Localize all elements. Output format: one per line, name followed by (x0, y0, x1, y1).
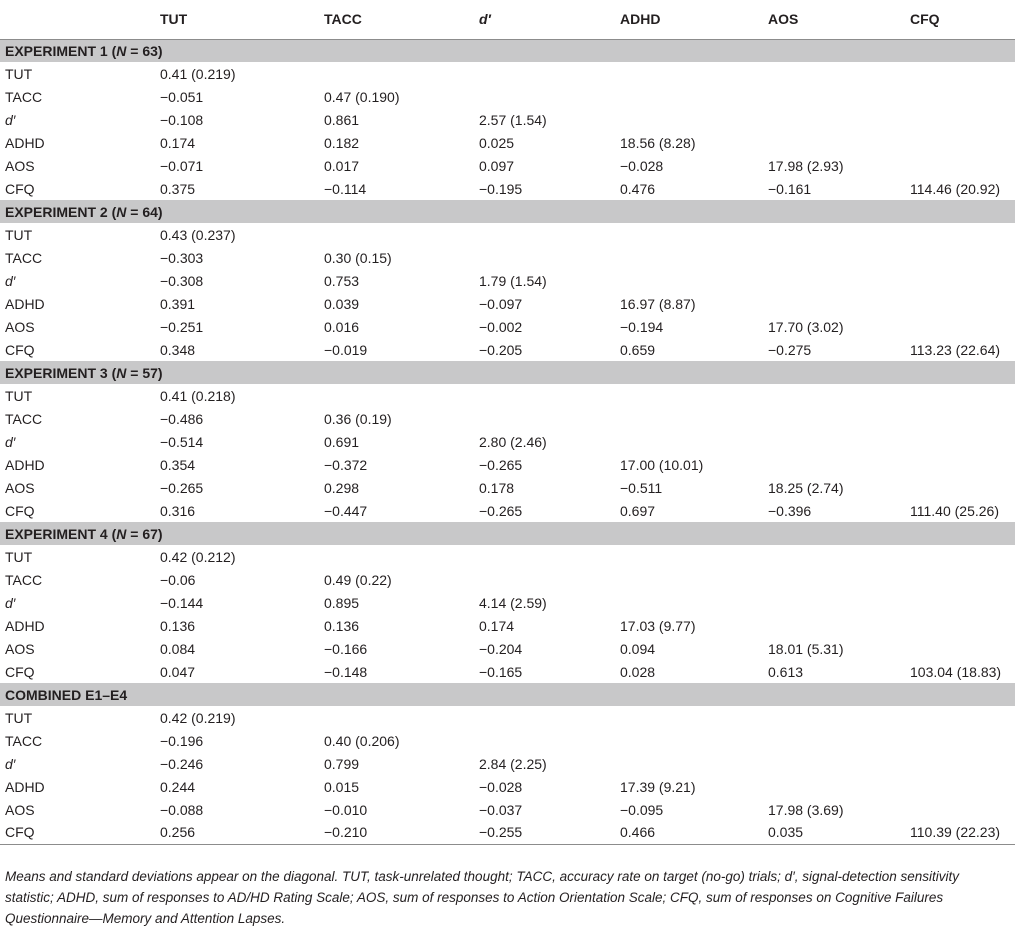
table-cell: 0.244 (160, 778, 196, 795)
section-title-n: N (116, 203, 127, 220)
row-label: d′ (5, 755, 16, 772)
table-cell: −0.204 (479, 640, 523, 657)
table-row (0, 729, 1015, 752)
row-label: ADHD (5, 456, 45, 473)
table-row (0, 660, 1015, 683)
section-header-row (0, 39, 1015, 62)
section-title-prefix: EXPERIMENT 4 ( (5, 525, 117, 542)
table-cell (906, 85, 1015, 108)
table-cell (616, 407, 764, 430)
table-row (0, 752, 1015, 775)
header-dprime: d′ (475, 0, 616, 39)
table-cell (906, 154, 1015, 177)
table-row (0, 131, 1015, 154)
header-adhd: ADHD (616, 0, 764, 39)
table-cell: −0.194 (620, 318, 664, 335)
row-label: AOS (5, 479, 35, 496)
table-cell (764, 752, 906, 775)
table-cell (906, 131, 1015, 154)
table-row (0, 821, 1015, 844)
section-title (0, 361, 1015, 384)
table-cell: −0.251 (160, 318, 204, 335)
table-cell: −0.028 (479, 778, 523, 795)
table-cell: 0.035 (764, 821, 906, 844)
table-row (0, 591, 1015, 614)
table-cell (906, 62, 1015, 85)
row-label: ADHD (5, 617, 45, 634)
table-cell: 17.98 (3.69) (768, 801, 844, 818)
table-cell (906, 384, 1015, 407)
table-cell: 0.316 (160, 502, 196, 519)
table-cell: −0.051 (160, 88, 204, 105)
table-cell: 0.861 (324, 111, 360, 128)
row-label: d′ (5, 433, 16, 450)
table-cell: −0.037 (479, 801, 523, 818)
section-title-prefix: EXPERIMENT 2 ( (5, 203, 117, 220)
row-label: TUT (5, 548, 33, 565)
table-cell: 4.14 (2.59) (479, 594, 547, 611)
table-cell: −0.002 (479, 318, 523, 335)
section-title (0, 200, 1015, 223)
section-header-row (0, 361, 1015, 384)
table-cell (906, 108, 1015, 131)
table-cell (906, 614, 1015, 637)
table-cell: −0.088 (160, 801, 204, 818)
table-cell: 0.895 (324, 594, 360, 611)
table-cell: −0.255 (475, 821, 616, 844)
table-row (0, 798, 1015, 821)
table-cell: −0.275 (768, 341, 812, 358)
table-cell: 0.466 (616, 821, 764, 844)
table-cell: −0.196 (160, 732, 204, 749)
table-cell (764, 223, 906, 246)
table-row (0, 177, 1015, 200)
table-cell: 0.298 (324, 479, 360, 496)
table-row (0, 85, 1015, 108)
table-cell (906, 706, 1015, 729)
table-cell: −0.166 (324, 640, 368, 657)
header-tacc: TACC (320, 0, 475, 39)
table-cell (616, 85, 764, 108)
table-row (0, 614, 1015, 637)
table-cell: 110.39 (22.23) (906, 821, 1015, 844)
table-cell: 0.47 (0.190) (324, 88, 400, 105)
table-cell: −0.246 (160, 755, 204, 772)
table-cell (906, 292, 1015, 315)
table-cell (906, 729, 1015, 752)
table-cell: 0.256 (156, 821, 320, 844)
table-cell (475, 223, 616, 246)
table-cell: −0.06 (160, 571, 196, 588)
table-cell (475, 706, 616, 729)
row-label: CFQ (0, 821, 156, 844)
table-cell: −0.148 (324, 663, 368, 680)
table-cell (906, 315, 1015, 338)
table-cell: 0.49 (0.22) (324, 571, 392, 588)
table-cell: 0.30 (0.15) (324, 249, 392, 266)
table-cell (906, 798, 1015, 821)
header-cfq: CFQ (906, 0, 1015, 39)
table-cell: −0.010 (324, 801, 368, 818)
row-label: CFQ (5, 663, 35, 680)
table-cell (906, 430, 1015, 453)
table-row (0, 407, 1015, 430)
table-cell: 0.613 (768, 663, 804, 680)
table-cell: −0.265 (479, 502, 523, 519)
row-label: ADHD (5, 295, 45, 312)
table-cell: 0.174 (479, 617, 515, 634)
table-cell (764, 85, 906, 108)
table-cell (616, 752, 764, 775)
table-cell: 17.00 (10.01) (620, 456, 704, 473)
row-label: TUT (5, 709, 33, 726)
table-cell: 0.476 (620, 180, 656, 197)
table-cell: 0.43 (0.237) (160, 226, 236, 243)
table-cell (906, 407, 1015, 430)
table-row (0, 269, 1015, 292)
header-tut: TUT (156, 0, 320, 39)
table-cell (764, 453, 906, 476)
table-cell (616, 591, 764, 614)
section-title-n: N (116, 42, 127, 59)
table-cell (475, 384, 616, 407)
table-cell (475, 85, 616, 108)
table-cell: 0.36 (0.19) (324, 410, 392, 427)
table-cell (906, 637, 1015, 660)
row-label: AOS (5, 318, 35, 335)
table-row (0, 384, 1015, 407)
table-cell: −0.210 (320, 821, 475, 844)
table-cell: −0.114 (324, 180, 367, 197)
table-row (0, 292, 1015, 315)
table-cell (764, 384, 906, 407)
table-cell: 18.56 (8.28) (620, 134, 696, 151)
table-cell: 17.39 (9.21) (620, 778, 696, 795)
table-row (0, 775, 1015, 798)
table-cell: 0.41 (0.219) (160, 65, 236, 82)
table-cell: 0.136 (324, 617, 360, 634)
table-cell: 18.01 (5.31) (768, 640, 844, 657)
table-cell (616, 568, 764, 591)
table-cell: 0.348 (160, 341, 196, 358)
table-cell: 0.41 (0.218) (160, 387, 236, 404)
table-cell: −0.396 (768, 502, 812, 519)
table-cell (616, 246, 764, 269)
table-row (0, 62, 1015, 85)
table-cell (764, 292, 906, 315)
table-row (0, 223, 1015, 246)
table-body (0, 39, 1015, 844)
table-cell (764, 775, 906, 798)
table-cell: 18.25 (2.74) (768, 479, 844, 496)
section-title-prefix: EXPERIMENT 3 ( (5, 364, 117, 381)
table-cell: 0.753 (324, 272, 360, 289)
table-cell (616, 108, 764, 131)
table-cell: −0.161 (768, 180, 812, 197)
section-title-suffix: = 64) (126, 203, 163, 220)
table-cell: −0.486 (160, 410, 204, 427)
table-cell (616, 269, 764, 292)
section-header-row (0, 522, 1015, 545)
table-cell: 16.97 (8.87) (620, 295, 696, 312)
table-cell (320, 706, 475, 729)
table-cell: 0.42 (0.212) (160, 548, 236, 565)
table-cell: −0.265 (479, 456, 523, 473)
table-cell: 0.40 (0.206) (324, 732, 400, 749)
table-cell: 1.79 (1.54) (479, 272, 547, 289)
table-cell: 114.46 (20.92) (910, 180, 1001, 197)
table-cell (764, 706, 906, 729)
table-cell: 0.178 (479, 479, 515, 496)
table-cell (616, 430, 764, 453)
table-row (0, 315, 1015, 338)
table-cell (616, 384, 764, 407)
table-cell: 0.017 (324, 157, 360, 174)
table-cell: 0.097 (479, 157, 515, 174)
row-label: d′ (5, 594, 16, 611)
table-cell: 2.84 (2.25) (479, 755, 547, 772)
table-cell (906, 775, 1015, 798)
section-header-row (0, 683, 1015, 706)
table-cell: 111.40 (25.26) (910, 502, 999, 519)
table-cell (764, 430, 906, 453)
table-cell (320, 384, 475, 407)
table-cell (906, 246, 1015, 269)
row-label: TACC (5, 249, 43, 266)
table-row (0, 430, 1015, 453)
table-cell (906, 269, 1015, 292)
table-cell (475, 407, 616, 430)
section-title-suffix: = 63) (126, 42, 163, 59)
table-cell (764, 246, 906, 269)
row-label: ADHD (5, 778, 45, 795)
table-cell: 2.80 (2.46) (479, 433, 547, 450)
row-label: TACC (5, 88, 43, 105)
table-cell: 0.691 (324, 433, 360, 450)
table-cell (320, 62, 475, 85)
table-cell (764, 568, 906, 591)
table-row (0, 568, 1015, 591)
table-cell: −0.205 (479, 341, 523, 358)
table-cell: −0.144 (160, 594, 204, 611)
table-row (0, 154, 1015, 177)
table-cell (764, 62, 906, 85)
table-cell (475, 545, 616, 568)
table-row (0, 545, 1015, 568)
table-cell (906, 545, 1015, 568)
table-cell: 0.174 (160, 134, 196, 151)
table-cell (475, 246, 616, 269)
table-cell (320, 545, 475, 568)
table-cell: 0.016 (324, 318, 360, 335)
table-cell: 0.015 (324, 778, 360, 795)
section-header-row (0, 200, 1015, 223)
table-cell (475, 62, 616, 85)
table-cell (906, 453, 1015, 476)
table-row (0, 108, 1015, 131)
table-cell: 0.375 (160, 180, 196, 197)
table-cell: 0.028 (620, 663, 656, 680)
table-cell (764, 407, 906, 430)
table-cell: 0.182 (324, 134, 360, 151)
table-cell: −0.165 (479, 663, 523, 680)
row-label: TUT (5, 226, 33, 243)
table-footnote: Means and standard deviations appear on the diagonal. TUT, task-unrelated thought; TACC, accuracy rate on target (no-go) trials; d′, signal-detection sensitivity statistic; ADHD, sum of responses to AD/HD Rating Scale; AOS, sum of responses to Action Orientation Scale; CFQ, sum of responses on Cognitive Failures Questionnaire—Memory and Attention Lapses. (5, 869, 960, 926)
section-title-prefix: EXPERIMENT 1 ( (5, 42, 117, 59)
section-title-suffix: = 67) (126, 525, 163, 542)
table-cell: −0.447 (324, 502, 368, 519)
table-cell: −0.028 (620, 157, 664, 174)
table-cell: −0.511 (620, 479, 663, 496)
table-cell (616, 706, 764, 729)
table-cell: 0.42 (0.219) (160, 709, 236, 726)
table-cell: 0.354 (160, 456, 196, 473)
table-row (0, 706, 1015, 729)
table-cell (906, 476, 1015, 499)
section-title (0, 522, 1015, 545)
section-title-n: N (116, 525, 127, 542)
table-cell: 17.98 (2.93) (768, 157, 844, 174)
table-cell (616, 729, 764, 752)
table-cell: 0.136 (160, 617, 196, 634)
table-cell: 0.047 (160, 663, 196, 680)
table-cell: 0.391 (160, 295, 196, 312)
table-row (0, 476, 1015, 499)
table-cell (906, 591, 1015, 614)
table-row (0, 246, 1015, 269)
row-label: AOS (5, 640, 35, 657)
header-corner (0, 0, 156, 39)
row-label: AOS (5, 157, 35, 174)
table-cell: 0.697 (620, 502, 656, 519)
header-row (0, 0, 1015, 39)
table-row (0, 499, 1015, 522)
table-cell: −0.308 (160, 272, 204, 289)
table-cell: 103.04 (18.83) (910, 663, 1002, 680)
section-title-prefix: COMBINED E1–E4 (5, 686, 128, 703)
row-label: CFQ (5, 180, 35, 197)
section-title (0, 683, 1015, 706)
row-label: AOS (5, 801, 35, 818)
table-cell: −0.514 (160, 433, 204, 450)
table-cell: −0.071 (160, 157, 204, 174)
row-label: CFQ (5, 341, 35, 358)
table-cell (764, 591, 906, 614)
table-cell: 0.039 (324, 295, 360, 312)
table-row (0, 338, 1015, 361)
table-cell: 0.799 (324, 755, 360, 772)
table-cell: −0.095 (620, 801, 664, 818)
table-cell: −0.108 (160, 111, 204, 128)
row-label: TACC (5, 571, 43, 588)
table-cell (475, 568, 616, 591)
row-label: d′ (5, 111, 16, 128)
row-label: TUT (5, 65, 33, 82)
table-cell (616, 62, 764, 85)
row-label: TACC (5, 732, 43, 749)
section-title-suffix: = 57) (126, 364, 163, 381)
row-label: d′ (5, 272, 16, 289)
table-cell: 17.70 (3.02) (768, 318, 844, 335)
header-aos: AOS (764, 0, 906, 39)
table-cell (475, 729, 616, 752)
table-cell: −0.019 (324, 341, 368, 358)
table-cell: −0.195 (479, 180, 523, 197)
table-cell: 2.57 (1.54) (479, 111, 547, 128)
table-cell: 0.659 (620, 341, 656, 358)
row-label: ADHD (5, 134, 45, 151)
table-cell (764, 131, 906, 154)
table-cell: −0.372 (324, 456, 368, 473)
table-cell (616, 545, 764, 568)
table-cell: 17.03 (9.77) (620, 617, 696, 634)
table-cell: 0.084 (160, 640, 196, 657)
table-cell: 113.23 (22.64) (910, 341, 1001, 358)
table-cell (320, 223, 475, 246)
table-cell (906, 568, 1015, 591)
table-cell (764, 108, 906, 131)
table-row (0, 453, 1015, 476)
table-cell: −0.265 (160, 479, 204, 496)
row-label: TACC (5, 410, 43, 427)
section-title-n: N (116, 364, 127, 381)
table-cell (616, 223, 764, 246)
row-label: CFQ (5, 502, 35, 519)
table-cell: −0.303 (160, 249, 204, 266)
table-cell (906, 752, 1015, 775)
table-cell: −0.097 (479, 295, 523, 312)
section-title (0, 39, 1015, 62)
table-cell (764, 269, 906, 292)
row-label: TUT (5, 387, 33, 404)
table-cell: 0.094 (620, 640, 656, 657)
table-cell (764, 545, 906, 568)
table-row (0, 637, 1015, 660)
table-cell: 0.025 (479, 134, 515, 151)
table-cell (764, 614, 906, 637)
table-cell (906, 223, 1015, 246)
table-cell (764, 729, 906, 752)
